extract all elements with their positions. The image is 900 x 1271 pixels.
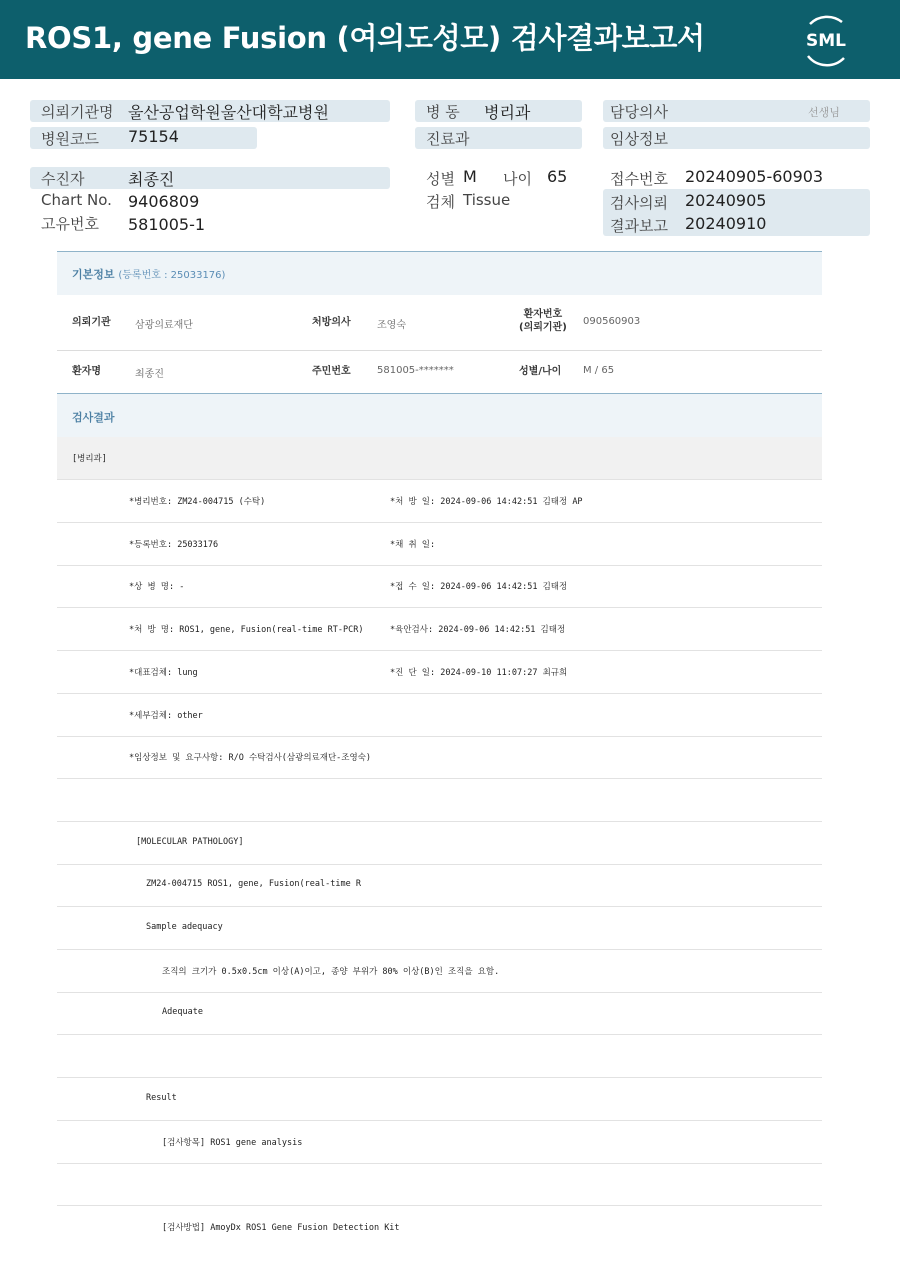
molecular-row	[57, 864, 822, 907]
ward-label: 병 동	[426, 103, 460, 121]
molecular-row	[57, 1206, 822, 1248]
prescriber-label: 처방의사	[312, 317, 351, 328]
molecular-text: [검사방법] AmoyDx ROS1 Gene Fusion Detection Kit	[162, 1222, 400, 1233]
name-label: 수진자	[41, 170, 85, 188]
report-title: ROS1, gene Fusion (여의도성모) 검사결과보고서	[25, 21, 705, 55]
age-label: 나이	[503, 170, 532, 188]
molecular-text: [MOLECULAR PATHOLOGY]	[136, 836, 244, 847]
request-label: 검사의뢰	[610, 194, 668, 212]
chart-value: 9406809	[128, 192, 200, 211]
patient-name-value: 최종진	[135, 369, 164, 380]
patient-no-label-line1: 환자번호	[523, 309, 563, 320]
result-right: *육안검사: 2024-09-06 14:42:51 김태정	[390, 625, 566, 636]
institution-value: 울산공업학원울산대학교병원	[128, 103, 329, 122]
patient-no-value: 090560903	[583, 316, 641, 327]
molecular-row	[57, 950, 822, 993]
molecular-row	[57, 1035, 822, 1078]
molecular-text: Result	[146, 1092, 177, 1103]
result-left: *처 방 명: ROS1, gene, Fusion(real-time RT-PCR)	[129, 625, 364, 636]
result-left: *세부검체: other	[129, 710, 203, 721]
molecular-text: Sample adequacy	[146, 922, 223, 932]
result-row	[57, 694, 822, 737]
sex-age-value: M / 65	[583, 365, 615, 376]
hospital-code-value: 75154	[128, 127, 179, 146]
sex-age-label: 성별/나이	[519, 366, 562, 377]
dept-line: [병리과]	[72, 454, 107, 464]
hospital-code-label: 병원코드	[41, 130, 99, 148]
resident-value: 581005-*******	[377, 365, 454, 376]
prescriber-value: 조영숙	[377, 320, 406, 331]
result-left: *등록번호: 25033176	[129, 539, 219, 550]
doctor-suffix: 선생님	[808, 106, 840, 119]
molecular-text: [검사항목] ROS1 gene analysis	[162, 1137, 303, 1148]
name-value: 최종진	[128, 170, 175, 189]
ward-value: 병리과	[484, 103, 531, 122]
result-left: *병리번호: ZM24-004715 (수탁)	[129, 497, 266, 507]
report-value: 20240910	[685, 214, 767, 233]
molecular-text: 조직의 크기가 0.5x0.5cm 이상(A)이고, 종양 부위가 80% 이상(B)인 조직을 요함.	[162, 966, 500, 977]
patient-no-label	[519, 308, 567, 334]
divider	[57, 350, 822, 351]
specimen-label: 검체	[426, 193, 455, 211]
unique-value: 581005-1	[128, 215, 206, 234]
molecular-row	[57, 822, 822, 865]
requester-value: 삼광의료재단	[135, 320, 193, 331]
institution-label: 의뢰기관명	[41, 103, 114, 121]
patient-name-label: 환자명	[72, 366, 101, 377]
patient-no-label-line2: (의뢰기관)	[519, 322, 567, 333]
molecular-text: Adequate	[162, 1007, 203, 1018]
results-header	[57, 393, 822, 437]
result-row	[57, 480, 822, 523]
molecular-row	[57, 1121, 822, 1164]
requester-label: 의뢰기관	[72, 317, 111, 328]
result-left: *임상정보 및 요구사항: R/O 수탁검사(삼광의료재단-조영숙)	[129, 753, 372, 764]
basic-info-header	[57, 251, 822, 295]
result-row	[57, 608, 822, 651]
basic-info-title	[72, 266, 225, 282]
sex-value: M	[463, 167, 477, 186]
sex-label: 성별	[426, 170, 455, 188]
sml-logo	[798, 12, 854, 68]
results-title: 검사결과	[72, 411, 115, 424]
logo-text: SML	[806, 31, 846, 51]
molecular-text: ZM24-004715 ROS1, gene, Fusion(real-time R	[146, 879, 361, 890]
dept-label: 진료과	[426, 130, 470, 148]
receipt-value: 20240905-60903	[685, 167, 824, 186]
result-right: *처 방 일: 2024-09-06 14:42:51 김태정 AP	[390, 497, 583, 507]
molecular-row	[57, 1078, 822, 1121]
result-right: *진 단 일: 2024-09-10 11:07:27 최규희	[390, 667, 568, 678]
result-row	[57, 565, 822, 608]
resident-label: 주민번호	[312, 366, 351, 377]
receipt-label: 접수번호	[610, 170, 668, 188]
specimen-value: Tissue	[463, 191, 511, 209]
result-left: *대표검체: lung	[129, 667, 198, 678]
basic-info-label: 기본정보	[72, 268, 115, 281]
result-right: *접 수 일: 2024-09-06 14:42:51 김태정	[390, 582, 568, 593]
molecular-row	[57, 992, 822, 1035]
dept-row	[57, 437, 822, 480]
chart-label: Chart No.	[41, 191, 112, 209]
report-header	[0, 0, 900, 79]
molecular-row	[57, 907, 822, 950]
result-row	[57, 651, 822, 694]
result-row	[57, 523, 822, 566]
blank-row	[57, 779, 822, 822]
result-row	[57, 736, 822, 779]
result-left: *상 병 명: -	[129, 582, 185, 593]
request-value: 20240905	[685, 191, 767, 210]
unique-label: 고유번호	[41, 215, 99, 233]
registration-number: (등록번호 : 25033176)	[118, 270, 226, 281]
result-right: *채 취 일:	[390, 539, 436, 550]
clinical-label: 임상정보	[610, 130, 668, 148]
report-label: 결과보고	[610, 217, 668, 235]
doctor-label: 담당의사	[610, 103, 668, 121]
molecular-row	[57, 1163, 822, 1206]
age-value: 65	[547, 167, 568, 186]
